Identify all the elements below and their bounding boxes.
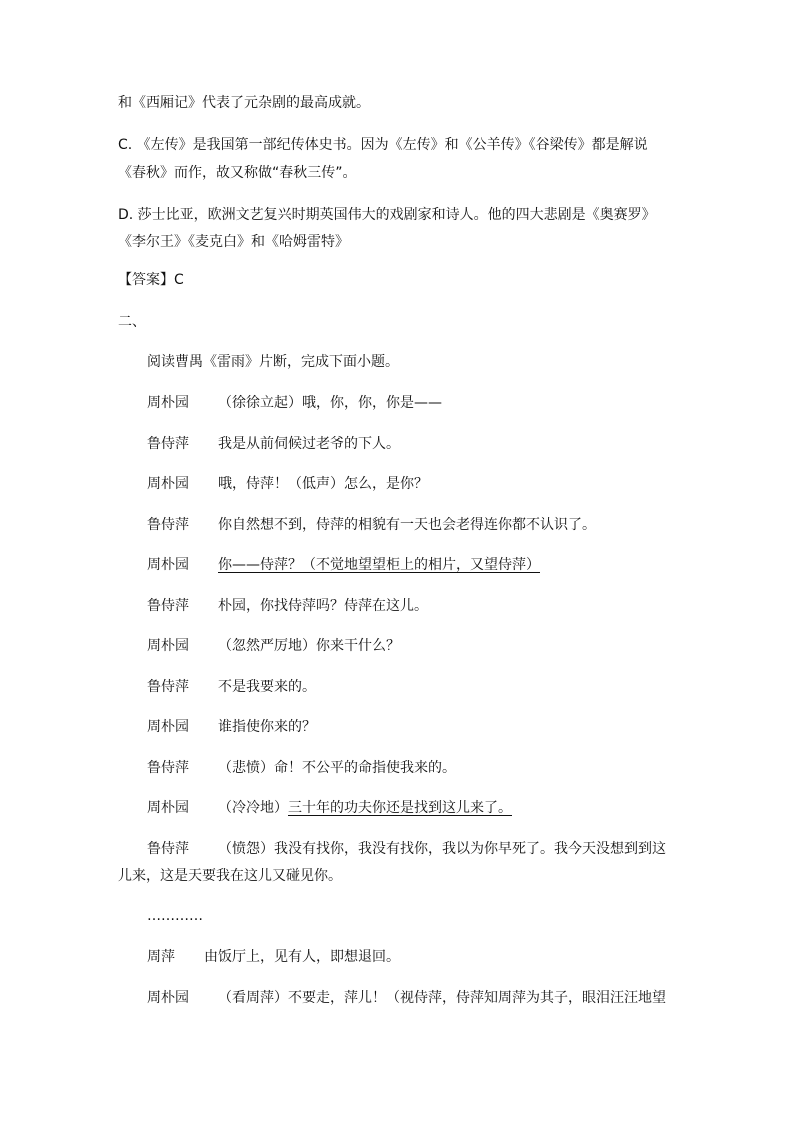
speech-text: 哦，侍萍！（低声）怎么，是你？ (218, 476, 428, 492)
speaker-name: 周朴园 (147, 990, 189, 1006)
speech-text: 谁指使你来的？ (218, 719, 316, 735)
speaker-name: 鲁侍萍 (147, 760, 189, 776)
option-d-line-2: 《李尔王》《麦克白》和《哈姆雷特》 (118, 234, 349, 250)
speech-text: （愤怨）我没有找你，我没有找你，我以为你早死了。我今天没想到到这 (218, 841, 666, 857)
stage-direction: （冷冷地） (218, 800, 288, 816)
option-d-line-1: D. 莎士比亚，欧洲文艺复兴时期英国伟大的戏剧家和诗人。他的四大悲剧是《奥赛罗》 (118, 207, 656, 223)
speaker-name: 周朴园 (147, 476, 189, 492)
speaker-name: 周萍 (147, 949, 175, 965)
answer-line: 【答案】C (118, 272, 184, 288)
speaker-name: 周朴园 (147, 638, 189, 654)
speech-text: 由饭厅上，见有人，即想退回。 (204, 949, 400, 965)
option-c-line-1: C. 《左传》是我国第一部纪传体史书。因为《左传》和《公羊传》《谷梁传》都是解说 (118, 137, 648, 153)
speech-text: （忽然严厉地）你来干什么？ (218, 638, 400, 654)
text-line: 和《西厢记》代表了元杂剧的最高成就。 (118, 95, 370, 111)
ellipsis: ………… (147, 908, 203, 924)
underlined-sentence: 三十年的功夫你还是找到这儿来了。 (288, 800, 512, 816)
speaker-name: 周朴园 (147, 800, 189, 816)
reading-intro: 阅读曹禺《雷雨》片断，完成下面小题。 (147, 354, 399, 370)
speaker-name: 周朴园 (147, 557, 189, 573)
speaker-name: 周朴园 (147, 719, 189, 735)
speaker-name: 鲁侍萍 (147, 436, 189, 452)
speaker-name: 鲁侍萍 (147, 517, 189, 533)
speech-text: （看周萍）不要走，萍儿！（视侍萍，侍萍知周萍为其子，眼泪汪汪地望 (218, 990, 666, 1006)
speaker-name: 鲁侍萍 (147, 679, 189, 695)
speaker-name: 鲁侍萍 (147, 841, 189, 857)
speaker-name: 鲁侍萍 (147, 598, 189, 614)
section-heading: 二、 (118, 314, 146, 330)
speaker-name: 周朴园 (147, 395, 189, 411)
speech-text: （徐徐立起）哦，你，你，你是—— (218, 395, 442, 411)
speech-text: （悲愤）命！不公平的命指使我来的。 (218, 760, 456, 776)
speech-text-underlined: 你——侍萍？（不觉地望望柜上的相片，又望侍萍） (218, 557, 540, 573)
speech-text-continued: 儿来，这是天要我在这儿又碰见你。 (118, 868, 342, 884)
speech-text: 你自然想不到，侍萍的相貌有一天也会老得连你都不认识了。 (218, 517, 596, 533)
speech-text: 不是我要来的。 (218, 679, 316, 695)
option-c-line-2: 《春秋》而作，故又称做“春秋三传”。 (118, 165, 357, 181)
speech-text: 我是从前伺候过老爷的下人。 (218, 436, 400, 452)
speech-text (218, 798, 512, 818)
speech-text: 朴园，你找侍萍吗？侍萍在这儿。 (218, 598, 428, 614)
